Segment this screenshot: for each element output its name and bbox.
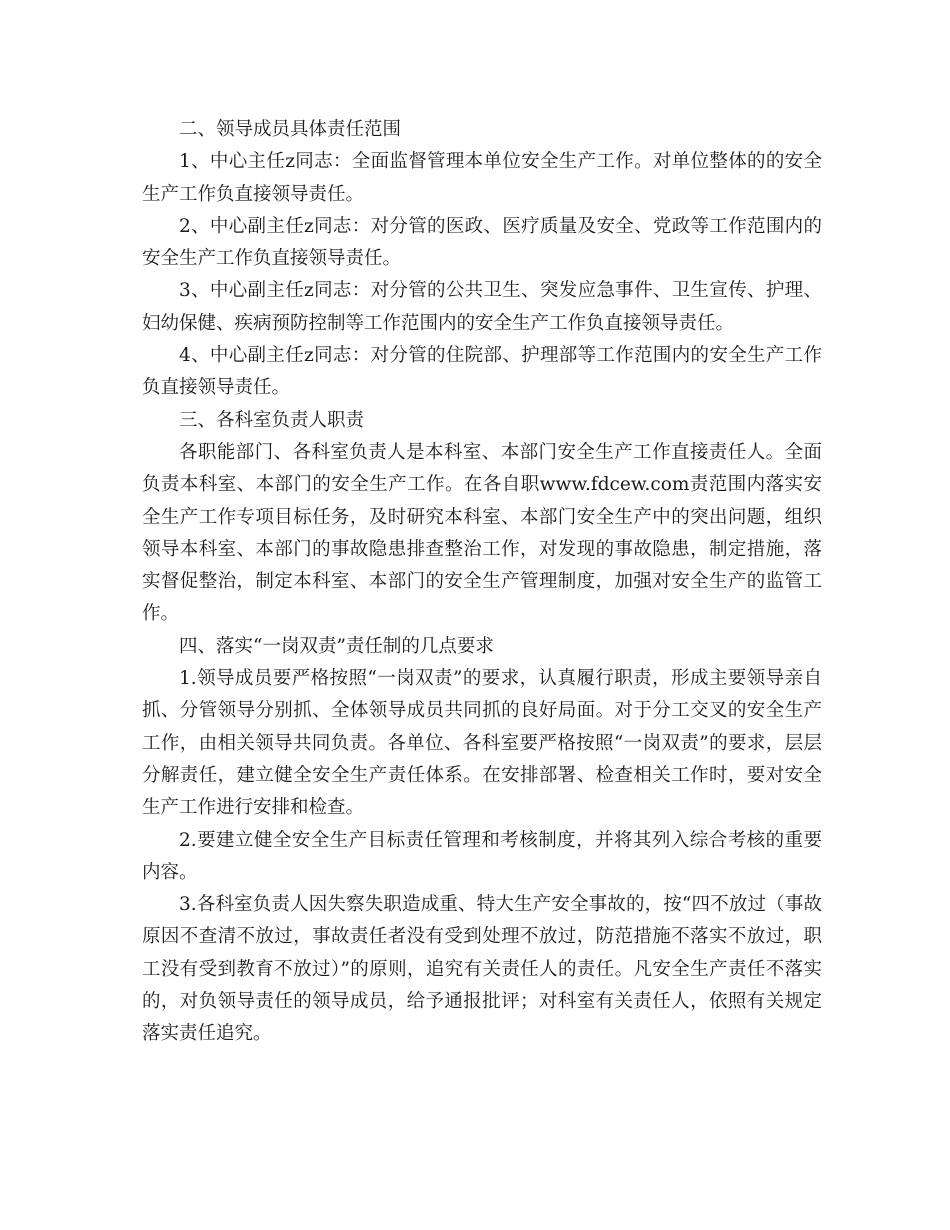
paragraph-deputy-director-1: 2、中心副主任z同志：对分管的医政、医疗质量及安全、党政等工作范围内的安全生产工作负直接领导责任。 [142,215,822,270]
paragraph-deputy-director-3: 4、中心副主任z同志：对分管的住院部、护理部等工作范围内的安全生产工作负直接领导责任。 [142,345,822,399]
section-heading-2: 二、领导成员具体责任范围 [179,119,402,140]
paragraph-department-heads: 各职能部门、各科室负责人是本科室、本部门安全生产工作直接责任人。全面负责本科室、本部门的安全生产工作。在各自职www.fdcew.com责范围内落实安全生产工作专项目标任务，及时研究本科室、本部门安全生产中的突出问题，组织领导本科室、本部门的事故隐患排查整治工作，对发现的事故隐患，制定措施，落实督促整治，制定本科室、本部门的安全生产管理制度，加强对安全生产的监管工作。 [142,441,822,625]
paragraph-requirement-2: 2.要建立健全安全生产目标责任管理和考核制度，并将其列入综合考核的重要内容。 [142,829,822,883]
section-heading-4: 四、落实“一岗双责”责任制的几点要求 [179,635,494,657]
paragraph-requirement-3: 3.各科室负责人因失察失职造成重、特大生产安全事故的，按“四不放过（事故原因不查清不放过，事故责任者没有受到处理不放过，防范措施不落实不放过，职工没有受到教育不放过）”的原则，追究有关责任人的责任。凡安全生产责任不落实的，对负领导责任的领导成员，给予通报批评；对科室有关责任人，依照有关规定落实责任追究。 [142,894,822,1045]
section-heading-3: 三、各科室负责人职责 [179,409,365,431]
paragraph-requirement-1: 1.领导成员要严格按照“一岗双责”的要求，认真履行职责，形成主要领导亲自抓、分管领导分别抓、全体领导成员共同抓的良好局面。对于分工交叉的安全生产工作，由相关领导共同负责。各单位、各科室要严格按照“一岗双责”的要求，层层分解责任，建立健全安全生产责任体系。在安排部署、检查相关工作时，要对安全生产工作进行安排和检查。 [142,668,822,819]
document-body [142,114,822,1051]
paragraph-deputy-director-2: 3、中心副主任z同志：对分管的公共卫生、突发应急事件、卫生宣传、护理、妇幼保健、疾病预防控制等工作范围内的安全生产工作负直接领导责任。 [142,280,822,334]
paragraph-director: 1、中心主任z同志：全面监督管理本单位安全生产工作。对单位整体的的安全生产工作负直接领导责任。 [142,151,822,205]
